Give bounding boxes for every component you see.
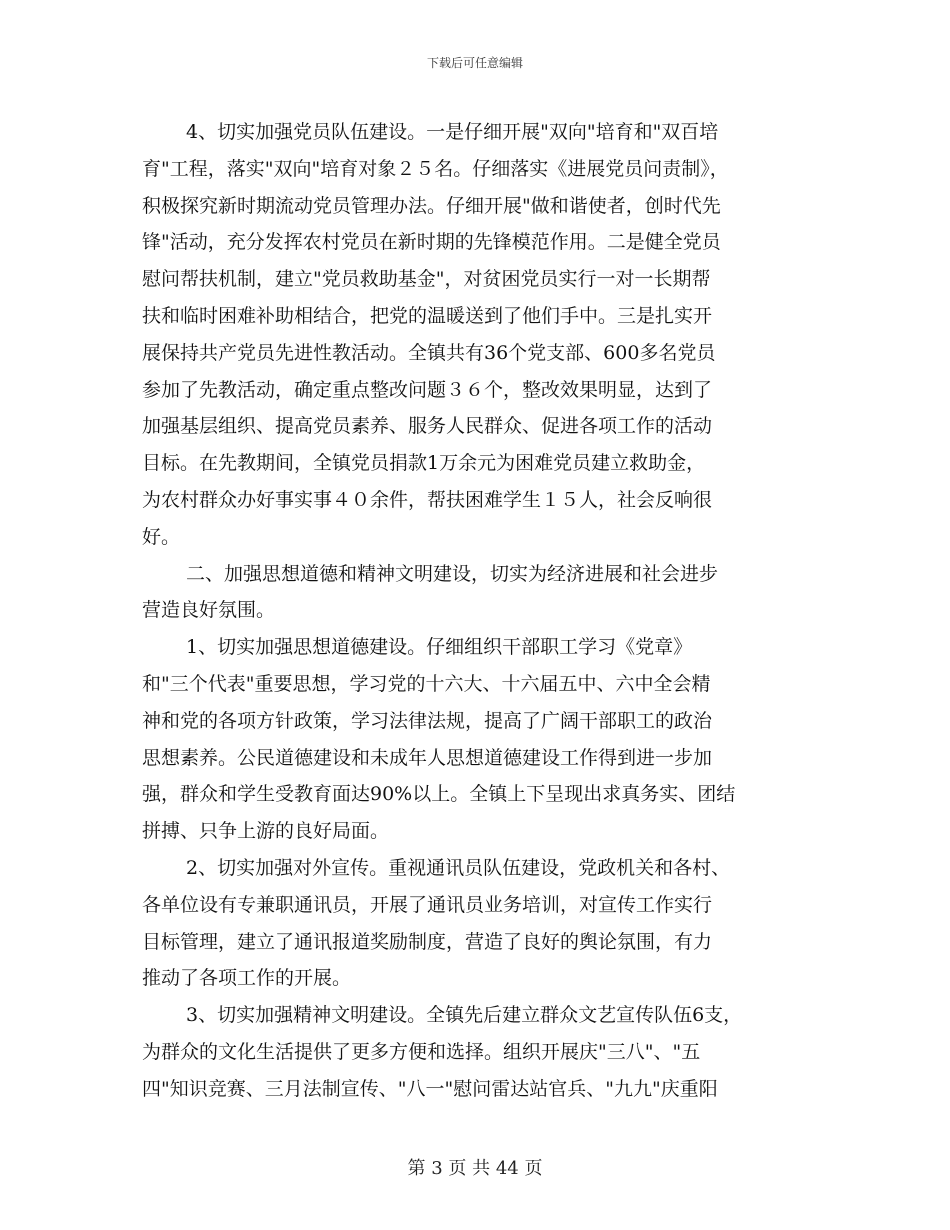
document-body: [142, 114, 814, 1108]
text-line: 强，群众和学生受教育面达90%以上。全镇上下呈现出求真务实、团结: [142, 783, 736, 806]
paragraph-party-member-building: [142, 114, 814, 556]
text-line: 慰问帮扶机制，建立"党员救助基金"，对贫困党员实行一对一长期帮: [142, 268, 711, 291]
text-line: 目标管理，建立了通讯报道奖励制度，营造了良好的舆论氛围，有力: [142, 930, 713, 953]
text-line: 二、加强思想道德和精神文明建设，切实为经济进展和社会进步: [186, 562, 719, 585]
text-line: 扶和临时困难补助相结合，把党的温暖送到了他们手中。三是扎实开: [142, 304, 713, 327]
paragraph-section-heading-two: [142, 556, 814, 630]
text-line: 1、切实加强思想道德建设。仔细组织干部职工学习《党章》: [186, 636, 693, 659]
text-line: 好。: [142, 525, 181, 548]
text-line: 和"三个代表"重要思想，学习党的十六大、十六届五中、六中全会精: [142, 672, 711, 695]
page-header: 下载后可任意编辑: [426, 56, 523, 70]
text-line: 拼搏、只争上游的良好局面。: [142, 820, 390, 843]
text-line: 四"知识竞赛、三月法制宣传、"八一"慰问雷达站官兵、"九九"庆重阳: [142, 1077, 718, 1100]
text-line: 锋"活动，充分发挥农村党员在新时期的先锋模范作用。二是健全党员: [142, 231, 721, 254]
text-line: 为农村群众办好事实事４０余件，帮扶困难学生１５人，社会反响很: [142, 488, 713, 511]
text-line: 各单位设有专兼职通讯员，开展了通讯员业务培训，对宣传工作实行: [142, 893, 713, 916]
paragraph-spiritual-civilization: [142, 997, 814, 1107]
text-line: 目标。在先教期间，全镇党员捐款1万余元为困难党员建立救助金，: [142, 452, 706, 475]
paragraph-moral-building: [142, 629, 814, 850]
text-line: 4、切实加强党员队伍建设。一是仔细开展"双向"培育和"双百培: [186, 121, 719, 143]
text-line: 营造良好氛围。: [142, 599, 276, 622]
text-line: 2、切实加强对外宣传。重视通讯员队伍建设，党政机关和各村、: [186, 856, 731, 879]
text-line: 育"工程，落实"双向"培育对象２５名。仔细落实《进展党员问责制》，: [142, 157, 729, 180]
text-line: 参加了先教活动，确定重点整改问题３６个，整改效果明显，达到了: [142, 378, 713, 401]
text-line: 加强基层组织、提高党员素养、服务人民群众、促进各项工作的活动: [142, 415, 713, 438]
text-line: 神和党的各项方针政策，学习法律法规，提高了广阔干部职工的政治: [142, 709, 713, 732]
text-line: 推动了各项工作的开展。: [142, 967, 352, 990]
text-line: 积极探究新时期流动党员管理办法。仔细开展"做和谐使者，创时代先: [142, 194, 721, 217]
paragraph-external-publicity: [142, 850, 814, 997]
text-line: 为群众的文化生活提供了更多方便和选择。组织开展庆"三八"、"五: [142, 1040, 701, 1063]
text-line: 思想素养。公民道德建设和未成年人思想道德建设工作得到进一步加: [142, 746, 713, 769]
page-footer: 第 3 页 共 44 页: [407, 1158, 543, 1179]
text-line: 3、切实加强精神文明建设。全镇先后建立群众文艺宣传队伍6支，: [186, 1004, 743, 1027]
text-line: 展保持共产党员先进性教活动。全镇共有36个党支部、600多名党员: [142, 341, 716, 364]
